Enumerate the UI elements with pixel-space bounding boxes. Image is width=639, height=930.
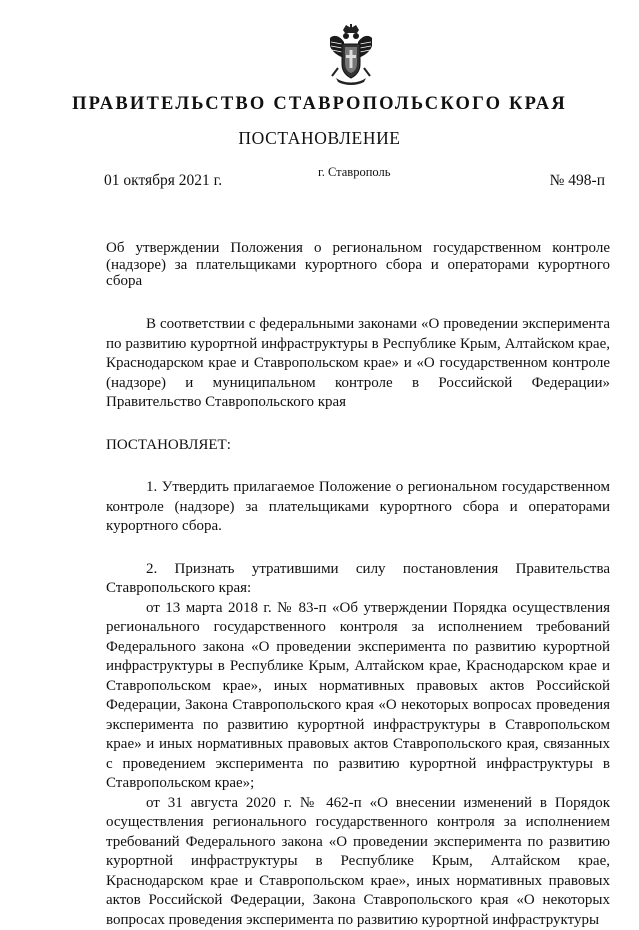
resolve-heading: ПОСТАНОВЛЯЕТ: [106,436,610,456]
item-2-paragraph: 2. Признать утратившими силу постановления Правительства Ставропольского края: [106,560,610,599]
document-body [106,315,610,930]
document-type: ПОСТАНОВЛЕНИЕ [0,128,639,149]
coat-of-arms-icon [328,24,374,86]
preamble-paragraph: В соответствии с федеральными законами «О проведении эксперимента по развитию курортной инфраструктуры в Республике Крым, Алтайском крае, Краснодарском крае и Ставропольском крае» и «О государственном контроле (надзоре) и муниципальном контроле в Российской Федерации» Правительство Ставропольского края [106,315,610,413]
government-title: ПРАВИТЕЛЬСТВО СТАВРОПОЛЬСКОГО КРАЯ [0,94,639,115]
document-number: № 498-п [550,172,605,190]
document-subject: Об утверждении Положения о региональном государственном контроле (надзоре) за плательщиками курортного сбора и операторами курортного сбора [106,240,610,290]
document-city: г. Ставрополь [318,165,390,180]
document-date: 01 октября 2021 г. [104,172,222,190]
item-1-paragraph: 1. Утвердить прилагаемое Положение о региональном государственном контроле (надзоре) за плательщиками курортного сбора и операторами курортного сбора. [106,478,610,537]
item-2-subitem-a: от 13 марта 2018 г. № 83-п «Об утверждении Порядка осуществления регионального государственного контроля за исполнением требований Федерального закона «О проведении эксперимента по развитию курортной инфраструктуры в Республике Крым, Алтайском крае, Краснодарском крае и Ставропольском крае», иных нормативных правовых актов Российской Федерации, Закона Ставропольского края «О некоторых вопросах проведения эксперимента по развитию курортной инфраструктуры в Ставропольском крае» и иных нормативных правовых актов Ставропольского края, связанных с проведением эксперимента по развитию курортной инфраструктуры в Ставропольском крае»; [106,599,610,794]
item-2-subitem-b: от 31 августа 2020 г. № 462-п «О внесении изменений в Порядок осуществления регионального государственного контроля за исполнением требований Федерального закона «О проведении эксперимента по развитию курортной инфраструктуры в Республике Крым, Алтайском крае, Краснодарском крае и Ставропольском крае», иных нормативных правовых актов Российской Федерации, Закона Ставропольского края «О некоторых вопросах проведения эксперимента по развитию курортной инфраструктуры [106,794,610,930]
